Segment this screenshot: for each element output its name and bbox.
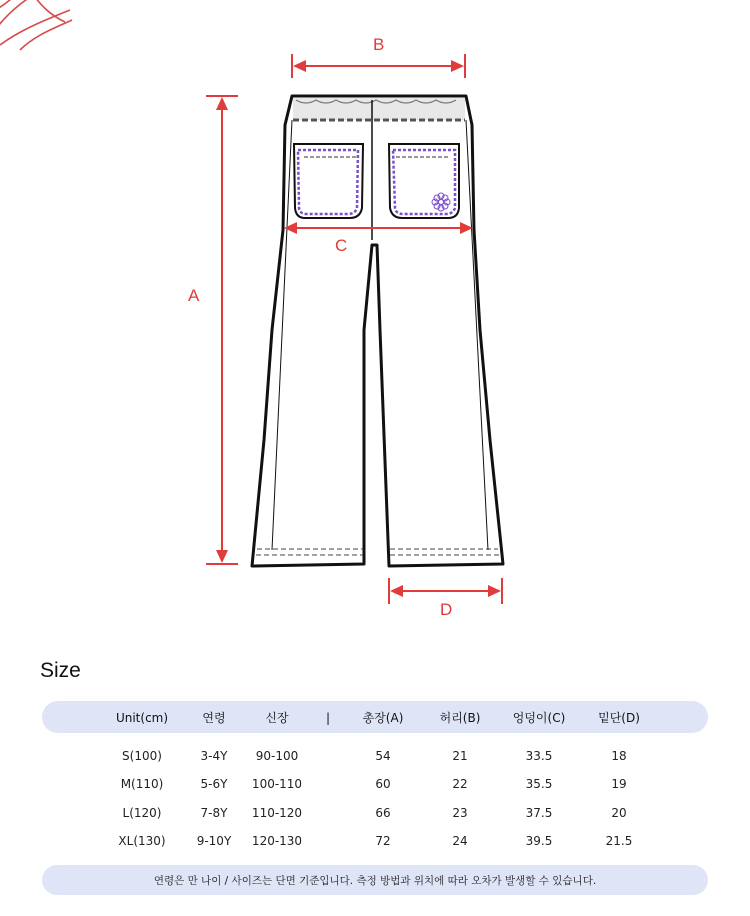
cell-hem: 21.5 bbox=[605, 834, 633, 848]
cell-hip: 33.5 bbox=[525, 749, 553, 763]
cell-unit: S(100) bbox=[122, 749, 162, 763]
cell-hem: 18 bbox=[611, 749, 627, 763]
label-c: C bbox=[335, 236, 348, 255]
back-pocket-left bbox=[294, 144, 363, 218]
cell-waist: 23 bbox=[452, 806, 468, 820]
cell-waist: 21 bbox=[452, 749, 468, 763]
measure-arrow-b bbox=[292, 54, 465, 78]
cell-age: 7-8Y bbox=[200, 806, 228, 820]
header-divider: | bbox=[325, 711, 331, 725]
cell-hem: 20 bbox=[611, 806, 627, 820]
table-row bbox=[0, 806, 750, 820]
label-a: A bbox=[188, 286, 200, 305]
header-height: 신장 bbox=[265, 711, 289, 725]
cell-unit: L(120) bbox=[122, 806, 162, 820]
cell-height: 100-110 bbox=[251, 777, 303, 791]
size-table-header-row bbox=[0, 711, 750, 725]
cell-waist: 22 bbox=[452, 777, 468, 791]
cell-age: 3-4Y bbox=[200, 749, 228, 763]
cell-height: 90-100 bbox=[255, 749, 299, 763]
flower-decoration-icon bbox=[0, 0, 72, 50]
header-unit: Unit(cm) bbox=[115, 711, 169, 725]
cell-unit: M(110) bbox=[120, 777, 164, 791]
cell-waist: 24 bbox=[452, 834, 468, 848]
cell-age: 9-10Y bbox=[196, 834, 232, 848]
cell-hip: 39.5 bbox=[525, 834, 553, 848]
label-d: D bbox=[440, 600, 453, 619]
cell-height: 110-120 bbox=[251, 806, 303, 820]
back-pocket-right bbox=[389, 144, 459, 218]
header-hip: 엉덩이(C) bbox=[512, 711, 566, 725]
cell-unit: XL(130) bbox=[118, 834, 166, 848]
cell-total-length: 72 bbox=[375, 834, 391, 848]
cell-total-length: 66 bbox=[375, 806, 391, 820]
header-hem: 밑단(D) bbox=[598, 711, 640, 725]
cell-hip: 37.5 bbox=[525, 806, 553, 820]
header-age: 연령 bbox=[202, 711, 226, 725]
cell-age: 5-6Y bbox=[200, 777, 228, 791]
table-row bbox=[0, 749, 750, 763]
size-section-title: Size bbox=[40, 659, 81, 682]
cell-total-length: 60 bbox=[375, 777, 391, 791]
label-b: B bbox=[373, 35, 385, 54]
header-waist: 허리(B) bbox=[439, 711, 481, 725]
table-row bbox=[0, 777, 750, 791]
table-row bbox=[0, 834, 750, 848]
cell-height: 120-130 bbox=[251, 834, 303, 848]
cell-total-length: 54 bbox=[375, 749, 391, 763]
size-note: 연령은 만 나이 / 사이즈는 단면 기준입니다. 측정 방법과 위치에 따라 오차가 발생할 수 있습니다. bbox=[42, 865, 708, 895]
cell-hem: 19 bbox=[611, 777, 627, 791]
cell-hip: 35.5 bbox=[525, 777, 553, 791]
measure-arrow-a bbox=[206, 96, 238, 564]
header-total-length: 총장(A) bbox=[362, 711, 404, 725]
